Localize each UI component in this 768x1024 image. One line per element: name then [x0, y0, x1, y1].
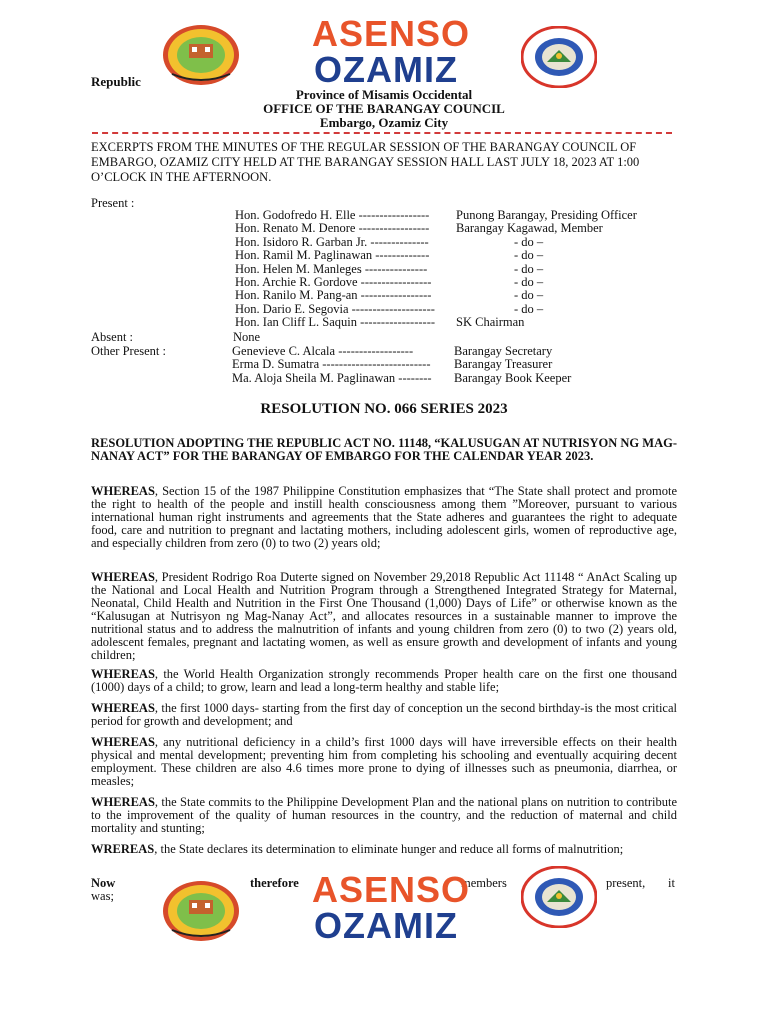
asenso-ozamiz-logo: ASENSO OZAMIZ: [312, 13, 471, 90]
closing-now: Now: [91, 876, 116, 890]
asenso-ozamiz-logo-bottom: ASENSO OZAMIZ: [312, 869, 471, 946]
present-member-name: Hon. Ian Cliff L. Saquin ------------------: [235, 315, 436, 330]
whereas-text: , any nutritional deficiency in a child’s first 1000 days will have irreversible effects on their health physical and mental development; preventing him from completing his schooling and eventually acquiring decent employment. These children are also 4.6 times more prone to dying of illnesses such as pneumonia, diarrhea, or measles;: [91, 735, 677, 788]
location-line: Embargo, Ozamiz City: [319, 115, 449, 130]
present-label: Present :: [91, 196, 135, 210]
other-member-role: Barangay Treasurer: [454, 357, 553, 372]
whereas-lead: WHEREAS: [91, 667, 155, 681]
barangay-seal-icon-bottom: [162, 880, 240, 942]
whereas-text: , the first 1000 days- starting from the first day of conception un the second birthday-is the most critical period for growth and development; and: [91, 701, 677, 728]
present-member-role: Barangay Kagawad, Member: [456, 221, 603, 236]
present-member-role: - do –: [514, 234, 544, 249]
present-member-role: - do –: [514, 261, 544, 276]
whereas-lead: WHEREAS: [91, 735, 155, 749]
present-member-name: Hon. Dario E. Segovia --------------------: [235, 301, 435, 316]
minutes-excerpt: EXCERPTS FROM THE MINUTES OF THE REGULAR SESSION OF THE BARANGAY COUNCIL OF EMBARGO, OZAMIZ CITY HELD AT THE BARANGAY SESSION HALL LAST JULY 18, 2023 AT 1:00 O’CLOCK IN THE AFTERNOON.: [91, 140, 640, 184]
other-member-role: Barangay Book Keeper: [454, 370, 572, 385]
whereas-text: , the World Health Organization strongly recommends Proper health care on the first one thousand (1000) days of a child; to grow, learn and lead a long-term healthy and stable life;: [91, 667, 677, 694]
present-member-name: Hon. Helen M. Manleges ---------------: [235, 261, 428, 276]
resolution-subject: RESOLUTION ADOPTING THE REPUBLIC ACT NO. 11148, “KALUSUGAN AT NUTRISYON NG MAG-NANAY ACT” FOR THE BARANGAY OF EMBARGO FOR THE CALENDAR YEAR 2023.: [91, 436, 677, 463]
closing-members: members: [461, 876, 507, 890]
present-member-role: Punong Barangay, Presiding Officer: [456, 208, 637, 222]
whereas-paragraph: [91, 485, 677, 550]
present-member-role: - do –: [514, 275, 544, 289]
other-member-role: Barangay Secretary: [454, 344, 553, 358]
absent-label: Absent :: [91, 330, 134, 344]
whereas-text: , the State declares its determination to eliminate hunger and reduce all forms of malnutrition;: [154, 842, 624, 856]
present-member-name: Hon. Ranilo M. Pang-an -----------------: [235, 288, 432, 303]
other-present-label: Other Present :: [91, 344, 166, 358]
whereas-text: , the State commits to the Philippine Development Plan and the national plans on nutrition to contribute to the improvement of the quality of human resources in the country, and the reduction of maternal and child mortality and stunting;: [91, 795, 677, 835]
other-member-name: Ma. Aloja Sheila M. Paglinawan --------: [232, 370, 432, 385]
whereas-lead: WHEREAS: [91, 795, 155, 809]
whereas-text: , President Rodrigo Roa Duterte signed on November 29,2018 Republic Act 11148 “ AnAct Scaling up the National and Local Health and Nutrition Program through a Strengthened Integrated Strategy for Maternal, Neonatal, Child Health and Nutrition in the First One Thousand (1,000) Days of Life” or otherwise known as the “Kalusugan at Nutrisyon ng Mag-Nanay Act”, and allocates resources in a sustainable manner to improve the nutritional status and to address the malnutrition of infants and young children from zero (0) to two (2) years old, adolescent females, pregnant and lactating women, as well as ensure growth and development of infants and young children;: [91, 570, 677, 662]
present-member-name: Hon. Isidoro R. Garban Jr. --------------: [235, 234, 429, 249]
present-member-name: Hon. Renato M. Denore -----------------: [235, 221, 430, 236]
whereas-lead: WHEREAS: [91, 701, 155, 715]
closing-therefore: therefore: [250, 876, 299, 890]
whereas-paragraph: [91, 843, 677, 856]
republic-label: Republic: [91, 74, 141, 89]
present-member-name: Hon. Archie R. Gordove -----------------: [235, 275, 432, 289]
header-divider: [92, 132, 672, 134]
absent-value: None: [233, 330, 261, 344]
whereas-paragraph: [91, 702, 677, 728]
present-member-name: Hon. Ramil M. Paglinawan -------------: [235, 248, 430, 263]
whereas-lead: WHEREAS: [91, 570, 155, 584]
office-line: OFFICE OF THE BARANGAY COUNCIL: [263, 101, 505, 116]
whereas-lead: WREREAS: [91, 842, 155, 856]
closing-was: was;: [91, 889, 114, 903]
whereas-lead: WHEREAS: [91, 484, 155, 498]
whereas-paragraph: [91, 571, 677, 662]
other-member-name: Erma D. Sumatra --------------------------: [232, 357, 431, 372]
whereas-paragraph: [91, 796, 677, 835]
province-line: Province of Misamis Occidental: [295, 87, 473, 102]
closing-it: it: [668, 876, 675, 890]
whereas-text: , Section 15 of the 1987 Philippine Constitution emphasizes that “The State shall protect and promote the right to health of the people and instill health consciousness among them ”Moreover, pursuant to various international human right instruments and agreements that the State adheres and guarantees the right to adequate food, care and nutrition to pregnant and lactating mothers, including adolescent girls, women of reproductive age, and especially children from zero (0) to two (2) years old;: [91, 484, 677, 550]
present-member-role: - do –: [514, 248, 544, 263]
barangay-seal-icon: [162, 24, 240, 86]
resolution-title: RESOLUTION NO. 066 SERIES 2023: [260, 401, 508, 417]
present-member-role: - do –: [514, 301, 544, 316]
whereas-paragraph: [91, 668, 677, 694]
whereas-paragraph: [91, 736, 677, 788]
other-member-name: Genevieve C. Alcala ------------------: [232, 344, 414, 358]
present-member-role: SK Chairman: [456, 315, 525, 330]
closing-present: present,: [606, 876, 646, 890]
present-member-name: Hon. Godofredo H. Elle -----------------: [235, 208, 430, 222]
city-seal-icon: [521, 26, 597, 88]
present-member-role: - do –: [514, 288, 544, 303]
city-seal-icon-bottom: [521, 866, 597, 928]
